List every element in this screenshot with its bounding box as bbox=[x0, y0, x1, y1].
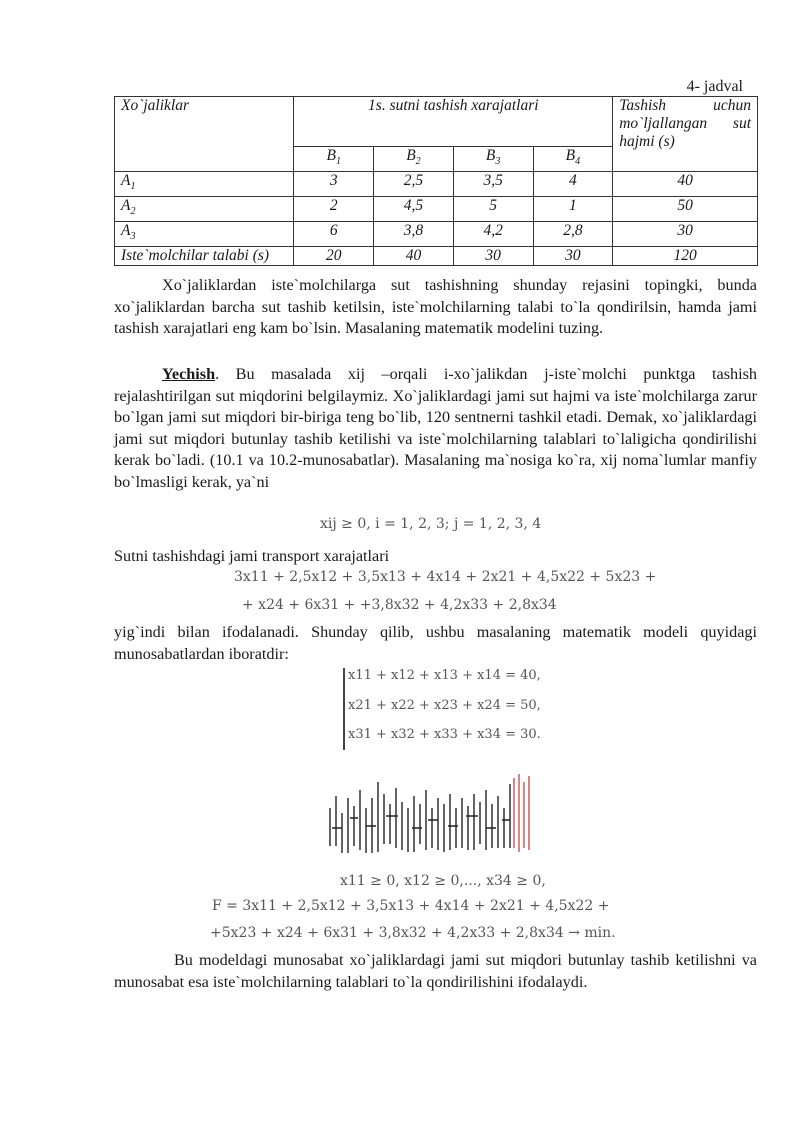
row-label: $A_2$ bbox=[115, 197, 294, 222]
garbled-formula-image bbox=[326, 768, 532, 860]
sub-header-b1: $B_1$ bbox=[294, 147, 374, 172]
table-cell: 2,8 bbox=[533, 222, 613, 247]
table-cell: 3,5 bbox=[453, 172, 533, 197]
table-cell: 20 bbox=[294, 247, 374, 266]
nonneg-formula: xij ≥ 0, i = 1, 2, 3; j = 1, 2, 3, 4 bbox=[320, 516, 542, 532]
system-eq-1: x11 + x12 + x13 + x14 = 40, bbox=[348, 668, 541, 683]
sub-header-b2: $B_2$ bbox=[374, 147, 454, 172]
closing-paragraph: Bu modeldagi munosabat xo`jaliklardagi jami sut miqdori butunlay tashib ketilishni va munosabat esa iste`molchilarning talablari to`la qondirilishini ifodalaydi. bbox=[114, 951, 757, 991]
model-intro: yig`indi bilan ifodalanadi. Shunday qilib, ushbu masalaning matematik modeli quyidagi munosabatlardan iboratdir: bbox=[114, 623, 757, 663]
table-cell: 120 bbox=[613, 247, 758, 266]
row-label: $A_1$ bbox=[115, 172, 294, 197]
table-cell: 2,5 bbox=[374, 172, 454, 197]
cost-formula-line1: 3x11 + 2,5x12 + 3,5x13 + 4x14 + 2x21 + 4,5x22 + 5x23 + bbox=[234, 569, 657, 585]
table-cell: 50 bbox=[613, 197, 758, 222]
problem-statement: Xo`jaliklardan iste`molchilarga sut tashishning shunday rejasini topingki, bunda xo`jaliklardan barcha sut tashib ketilsin, iste`molchilarning talabi to`la qondirilsin, hamda jami tashish xarajatlari eng kam bo`lsin. Masalaning matematik modelini tuzing. bbox=[114, 276, 757, 338]
row-label: Iste`molchilar talabi (s) bbox=[115, 247, 294, 266]
table-cell: 40 bbox=[613, 172, 758, 197]
table-row bbox=[115, 247, 758, 266]
table-row bbox=[115, 172, 758, 197]
table-caption: 4- jadval bbox=[686, 78, 743, 95]
sub-header-b4: $B_4$ bbox=[533, 147, 613, 172]
table-cell: 3 bbox=[294, 172, 374, 197]
table-cell: 6 bbox=[294, 222, 374, 247]
table-cell: 30 bbox=[453, 247, 533, 266]
cost-intro: Sutni tashishdagi jami transport xarajatlari bbox=[114, 547, 390, 565]
table-cell: 30 bbox=[533, 247, 613, 266]
nonneg-formula-2: x11 ≥ 0, x12 ≥ 0,..., x34 ≥ 0, bbox=[340, 873, 546, 889]
solution-paragraph: Yechish. Bu masalada xij –orqali i-xo`jalikdan j-iste`molchi punktga tashish rejalashtirilgan sut miqdorini belgilaymiz. Xo`jaliklardagi jami sut hajmi va iste`molchilarga zarur bo`lgan jami sut miqdori bir-biriga teng bo`lib, 120 sentnerni tashkil etadi. Demak, xo`jaliklardagi jami sut miqdori butunlay tashib ketilishi va iste`molchilarning talablari to`laligicha qondirilishi kerak bo`ladi. (10.1 va 10.2-munosabatlar). Masalaning ma`nosiga ko`ra, xij noma`lumlar manfiy bo`lmasligi kerak, ya`ni bbox=[114, 365, 757, 491]
objective-line1: F = 3x11 + 2,5x12 + 3,5x13 + 4x14 + 2x21 + 4,5x22 + bbox=[212, 898, 610, 914]
table-row bbox=[115, 197, 758, 222]
table-cell: 2 bbox=[294, 197, 374, 222]
sub-header-b3: $B_3$ bbox=[453, 147, 533, 172]
objective-line2: +5x23 + x24 + 6x31 + 3,8x32 + 4,2x33 + 2,8x34 → min. bbox=[210, 925, 616, 941]
table-cell: 1 bbox=[533, 197, 613, 222]
system-eq-3: x31 + x32 + x33 + x34 = 30. bbox=[348, 727, 541, 742]
table-cell: 3,8 bbox=[374, 222, 454, 247]
row-label: $A_3$ bbox=[115, 222, 294, 247]
table-cell: 5 bbox=[453, 197, 533, 222]
table-cell: 30 bbox=[613, 222, 758, 247]
table-cell: 4,2 bbox=[453, 222, 533, 247]
table-cell: 40 bbox=[374, 247, 454, 266]
table-row bbox=[115, 222, 758, 247]
solution-label: Yechish bbox=[162, 365, 216, 383]
table-cell: 4 bbox=[533, 172, 613, 197]
header-volume: Tashish uchun mo`ljallangan sut hajmi (s) bbox=[613, 97, 758, 172]
cost-table bbox=[114, 96, 758, 266]
table-cell: 4,5 bbox=[374, 197, 454, 222]
header-costs: 1s. sutni tashish xarajatlari bbox=[294, 97, 613, 147]
system-eq-2: x21 + x22 + x23 + x24 = 50, bbox=[348, 698, 541, 713]
system-brace bbox=[343, 668, 345, 750]
header-farms: Xo`jaliklar bbox=[115, 97, 294, 172]
cost-formula-line2: + x24 + 6x31 + +3,8x32 + 4,2x33 + 2,8x34 bbox=[242, 597, 557, 613]
